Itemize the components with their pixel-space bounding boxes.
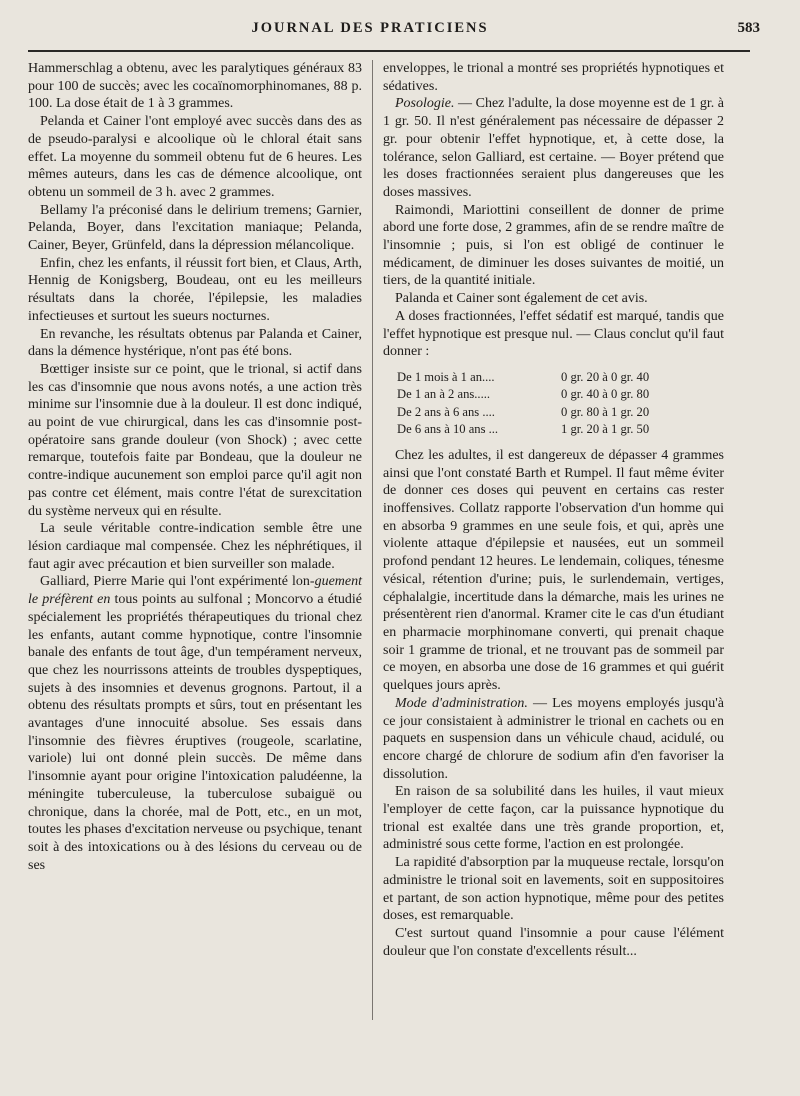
paragraph: En revanche, les résultats obtenus par Palanda et Cainer, dans la démence hystérique, n'ont pas été bons. (28, 326, 362, 360)
paragraph: En raison de sa solubilité dans les huiles, il vaut mieux l'employer de cette façon, car la puissance hypnotique du trional est exaltée dans une très grande proportion, et, administré sous cette forme, l'action en est prolongée. (383, 784, 724, 853)
italic-run: guement le préfèrent en (28, 574, 362, 608)
page-number: 583 (737, 20, 760, 36)
paragraph-mode (383, 695, 724, 784)
age-cell: De 1 mois à 1 an.... (397, 369, 495, 384)
text-run: — Les moyens employés jusqu'à ce jour consistaient à administrer le trional en cachets ou en paquets en suspension dans un véhicule chaud, acidulé, ou encore chargé de chlorure de sodium afin d'en favoriser la dissolution. (383, 695, 724, 782)
dose-table (395, 369, 651, 439)
paragraph: Chez les adultes, il est dangereux de dépasser 4 grammes ainsi que l'ont constaté Barth et Rumpel. Il faut même éviter de donner ces doses qui peuvent en certains cas rester inoffensives. Collatz rapporte l'observation d'un homme qui en absorba 9 grammes en une seule fois, et qui, après une violente attaque d'épilepsie et nausées, eut un sommeil profond pendant 12 heures. Le lendemain, coliques, ténesme vésical, rétention d'urine; puis, le surlendemain, vertiges, céphalalgie, incertitude dans la démarche, mais les urines ne présentèrent rien d'anormal. Kramer cite le cas d'un étudiant en pharmacie morphinomane converti, qui prenait chaque soir 1 gramme de trional, et ne trouvant pas de sommeil par ce moyen, en absorba une dose de 16 grammes et qui guérit quelques jours après. (383, 447, 724, 694)
paragraph-continuation: enveloppes, le trional a montré ses propriétés hypnotiques et sédatives. (383, 61, 724, 94)
dose-cell: 0 gr. 40 à 0 gr. 80 (561, 387, 650, 402)
age-cell: De 6 ans à 10 ans ... (397, 422, 499, 437)
dose-cell: 0 gr. 20 à 0 gr. 40 (561, 369, 650, 384)
paragraph-galliard (28, 573, 362, 874)
paragraph: C'est surtout quand l'insomnie a pour cause l'élément douleur que l'on constate d'excellents résult... (383, 925, 724, 959)
paragraph: Palanda et Cainer sont également de cet avis. (395, 291, 648, 307)
age-cell: De 1 an à 2 ans..... (397, 387, 491, 402)
section-heading-mode: Mode d'administration. (395, 695, 528, 711)
table-row (395, 369, 651, 387)
text-run: tous points au sulfonal ; Moncorvo a étudié spécialement les propriétés thérapeutiques du trional chez les enfants, autant comme hypnotique, contre l'insomnie banale des enfants de tout âge, d'un tempérament nerveux, que chez les nourrissons atteints de troubles dyspeptiques, sujets à des insomnies et devenus grognons. Partout, il a obtenu des résultats prompts et sûrs, tout en présentant les avantages d'une innocuité absolue. Ses essais dans l'insomnie des fièvres éruptives (rougeole, scarlatine, variole) lui ont donné plein succès. De même dans l'insomnie ayant pour origine l'intoxication paludéenne, la méningite tuberculeuse, la tuberculose subaiguë ou chronique, dans la chorée, mal de Pott, etc., en un mot, toutes les phases d'excitation nerveuse ou psychique, tenant soit à des intoxications ou à des lésions du cerveau ou de ses (28, 592, 362, 873)
text-run: Galliard, Pierre Marie qui l'ont expérimenté lon- (40, 574, 315, 590)
table-row (395, 421, 651, 439)
paragraph: Bœttiger insiste sur ce point, que le trional, si actif dans les cas d'insomnie que nous avons notés, a une action très minime sur l'insomnie due à la douleur. Il est donc indiqué, au point de vue chirurgical, dans les cas d'insomnie post-opératoire sans grande douleur (von Shock) ; avec cette remarque, toutefois faite par Bondeau, que la douleur ne contre-indique aucunement son emploi parce qu'il agit non pas contre cet élément, mais contre l'état de surexcitation du système nerveux qui en résulte. (28, 361, 362, 519)
paragraph: La seule véritable contre-indication semble être une lésion cardiaque mal compensée. Chez les néphrétiques, il faut agir avec précaution et bien surveiller son malade. (28, 521, 362, 572)
running-header (0, 20, 800, 42)
column-divider (372, 60, 373, 1020)
dose-cell: 0 gr. 80 à 1 gr. 20 (561, 404, 650, 419)
header-rule (28, 50, 750, 52)
paragraph: A doses fractionnées, l'effet sédatif est marqué, tandis que l'effet hypnotique est presque nul. — Claus conclut qu'il faut donner : (383, 308, 724, 360)
paragraph: Pelanda et Cainer l'ont employé avec succès dans des as de pseudo-paralysi e alcoolique où le chloral était sans effet. La moyenne du sommeil obtenu fut de 6 heures. Les mêmes auteurs, dans les cas de démence alcoolique, ont obtenu un sommeil de 3 h. avec 2 grammes. (28, 114, 362, 200)
journal-title: JOURNAL DES PRATICIENS (251, 20, 489, 36)
paragraph: Bellamy l'a préconisé dans le delirium tremens; Garnier, Pelanda, Boyer, dans l'excitation maniaque; Pelanda, Cainer, Beyer, Grünfeld, dans la dépression mélancolique. (28, 202, 362, 254)
paragraph: Hammerschlag a obtenu, avec les paralytiques généraux 83 pour 100 de succès; avec les cocaïnomorphinomanes, 88 p. 100. La dose était de 1 à 3 grammes. (28, 61, 362, 112)
right-column (383, 60, 724, 960)
paragraph-posologie (383, 95, 724, 201)
age-cell: De 2 ans à 6 ans .... (397, 404, 495, 419)
left-column (28, 60, 362, 874)
paragraph: Raimondi, Mariottini conseillent de donner de prime abord une forte dose, 2 grammes, afin de se rendre maître de l'insomnie ; puis, si l'on est obligé de continuer le médicament, de diminuer les doses suivantes de moitié, un tiers, de la quantité initiale. (383, 202, 724, 289)
table-row (395, 386, 651, 404)
text-run: — Chez l'adulte, la dose moyenne est de 1 gr. à 1 gr. 50. Il n'est généralement pas nécessaire de dépasser 2 gr. pour obtenir l'effet hypnotique, et, à cette dose, la tolérance, selon Galliard, est certaine. — Boyer prétend que les doses fractionnées seraient plus dangereuses que les doses massives. (383, 96, 724, 200)
table-row (395, 404, 651, 422)
paragraph: La rapidité d'absorption par la muqueuse rectale, lorsqu'on administre le trional soit en lavements, soit en suppositoires et partant, de son action hypnotique, même pour des petites doses, est remarquable. (383, 855, 724, 924)
section-heading-posologie: Posologie. (395, 96, 455, 112)
dose-cell: 1 gr. 20 à 1 gr. 50 (561, 422, 650, 437)
paragraph: Enfin, chez les enfants, il réussit fort bien, et Claus, Arth, Hennig de Konigsberg, Boudeau, ont eu les meilleurs résultats dans la chorée, l'épilepsie, les maladies infectieuses et surtout les sueurs nocturnes. (28, 255, 362, 324)
